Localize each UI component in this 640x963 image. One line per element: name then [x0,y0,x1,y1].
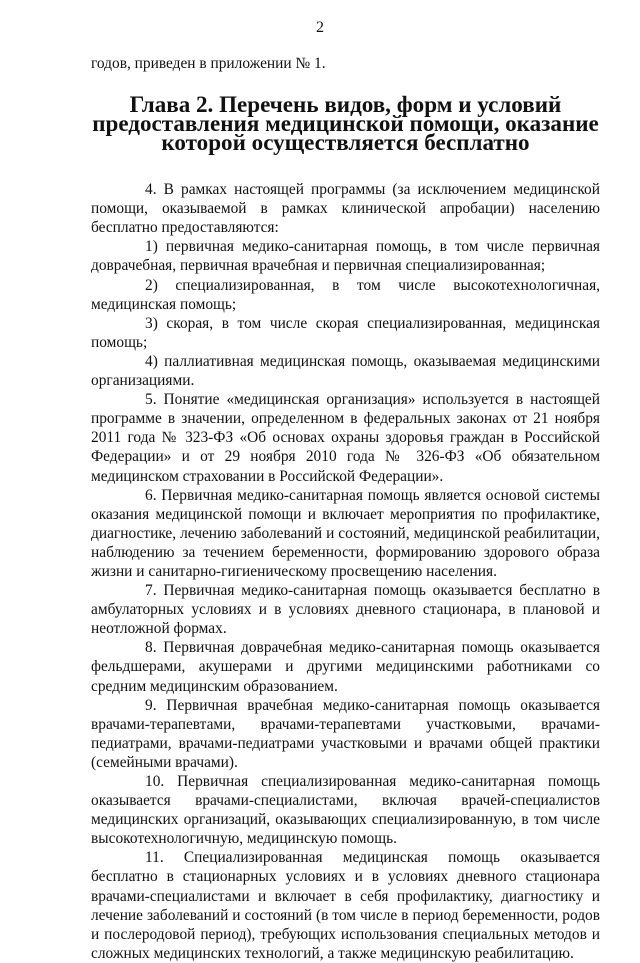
paragraph-4-item-3: 3) скорая, в том числе скорая специализированная, медицинская помощь; [91,314,600,351]
paragraph-4-item-4: 4) паллиативная медицинская помощь, оказываемая медицинскими организациями. [91,352,600,390]
paragraph-9: 9. Первичная врачебная медико-санитарная помощь оказывается врачами-терапевтами, врачами-терапевтами участковыми, врачами-педиатрами, врачами-педиатрами участковыми и врачами общей практики (семейными врачами). [91,696,600,771]
continuation-text: годов, приведен в приложении № 1. [91,55,326,72]
paragraph-8: 8. Первичная доврачебная медико-санитарная помощь оказывается фельдшерами, акушерами и другими медицинскими работниками со средним медицинским образованием. [91,639,600,695]
paragraph-5: 5. Понятие «медицинская организация» используется в настоящей программе в значении, определенном в федеральных законах от 21 ноября 2011 года № 323-ФЗ «Об основах охраны здоровья граждан в Российской Федерации» и от 29 ноября 2010 года № 326-ФЗ «Об обязательном медицинском страховании в Российской Федерации». [91,391,600,485]
paragraph-4-item-1: 1) первичная медико-санитарная помощь, в том числе первичная доврачебная, первичная врачебная и первичная специализированная; [91,238,600,275]
paragraph-6: 6. Первичная медико-санитарная помощь является основой системы оказания медицинской помощи и включает мероприятия по профилактике, диагностике, лечению заболеваний и состояний, медицинской реабилитации, наблюдению за течением беременности, формированию здорового образа жизни и санитарно-гигиеническому просвещению населения. [91,486,600,580]
paragraph-4-item-2: 2) специализированная, в том числе высокотехнологичная, медицинская помощь; [91,276,600,313]
paragraph-4: 4. В рамках настоящей программы (за исключением медицинской помощи, оказываемой в рамках клинической апробации) населению бесплатно предоставляются: [91,181,600,237]
chapter-title: Глава 2. Перечень видов, форм и условий предоставления медицинской помощи, оказание которой осуществляется бесплатно [92,91,599,156]
paragraph-11: 11. Специализированная медицинская помощь оказывается бесплатно в стационарных условиях и в условиях дневного стационара врачами-специалистами и включает в себя профилактику, диагностику и лечение заболеваний и состояний (в том числе в период беременности, родов и послеродовой период), требующих использования специальных методов и сложных медицинских технологий, а также медицинскую реабилитацию. [91,849,600,962]
page-number: 2 [316,19,324,36]
paragraph-10: 10. Первичная специализированная медико-санитарная помощь оказывается врачами-специалистами, включая врачей-специалистов медицинских организаций, оказывающих специализированную, в том числе высокотехнологичную, медицинскую помощь. [91,773,600,848]
document-body [91,54,600,963]
paragraph-7: 7. Первичная медико-санитарная помощь оказывается бесплатно в амбулаторных условиях и в условиях дневного стационара, в плановой и неотложной формах. [91,582,600,638]
